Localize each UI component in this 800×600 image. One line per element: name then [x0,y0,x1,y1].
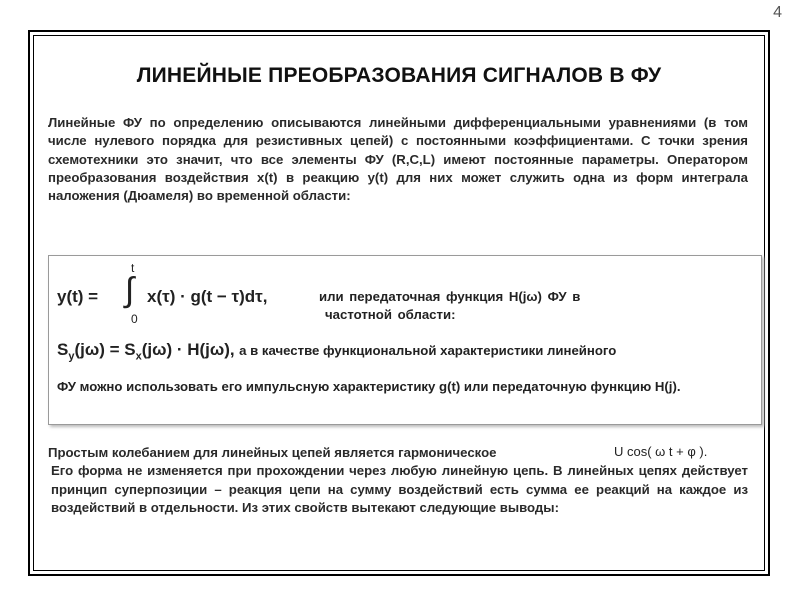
impulse-response-text: ФУ можно использовать его импульсную характеристику g(t) или передаточную функцию H(j). [57,379,681,394]
harmonic-intro: Простым колебанием для линейных цепей является гармоническое [48,445,497,460]
integrand: x(τ) · g(t − τ)dτ, [147,287,268,306]
integral-sign-icon: ∫ [125,271,135,309]
spectral-equation: $S_y(j\omega) = S_x(j\omega) \cdot H(j\omega)$, [57,340,235,363]
harmonic-formula: U cos( ω t + φ ). [614,444,708,459]
transfer-function-text [319,288,739,324]
harmonic-paragraph-rest: Его форма не изменяется при прохождении через любую линейную цепь. В линейных цепях действует принцип суперпозиции – реакция цепи на сумму воздействий есть сумма ее реакций на каждое из воздействий в отдельности. Из этих свойств вытекают следующие выводы: [51,463,748,515]
slide-inner-frame [33,35,765,571]
harmonic-paragraph-first-line [48,444,748,462]
harmonic-paragraph [48,444,748,517]
spectral-equation-line [57,340,616,362]
page-number: 4 [773,4,782,21]
slide-frame [28,30,770,576]
slide-title: ЛИНЕЙНЫЕ ПРЕОБРАЗОВАНИЯ СИГНАЛОВ В ФУ [136,64,662,87]
spectral-tail-text: а в качестве функциональной характеристики линейного [239,343,617,358]
integral-upper-limit: t [131,261,135,275]
transfer-text-line2-value: частотной области: [325,307,456,322]
transfer-text-line1: или передаточная функция H(jω) ФУ в [319,289,581,304]
integral-lower-limit: 0 [131,312,138,326]
transfer-text-line2 [319,306,739,324]
intro-paragraph: Линейные ФУ по определению описываются линейными дифференциальными уравнениями (в том числе нулевого порядка для резистивных цепей) с постоянными коэффициентами. С точки зрения схемотехники это значит, что все элементы ФУ (R,C,L) имеют постоянные параметры. Оператором преобразования воздействия x(t) в реакцию y(t) для них может служить одна из форм интеграла наложения (Дюамеля) во временной области: [48,115,748,204]
duhamel-integral [57,261,357,326]
formula-box [48,255,762,425]
integral-lhs: y(t) = [57,287,99,306]
